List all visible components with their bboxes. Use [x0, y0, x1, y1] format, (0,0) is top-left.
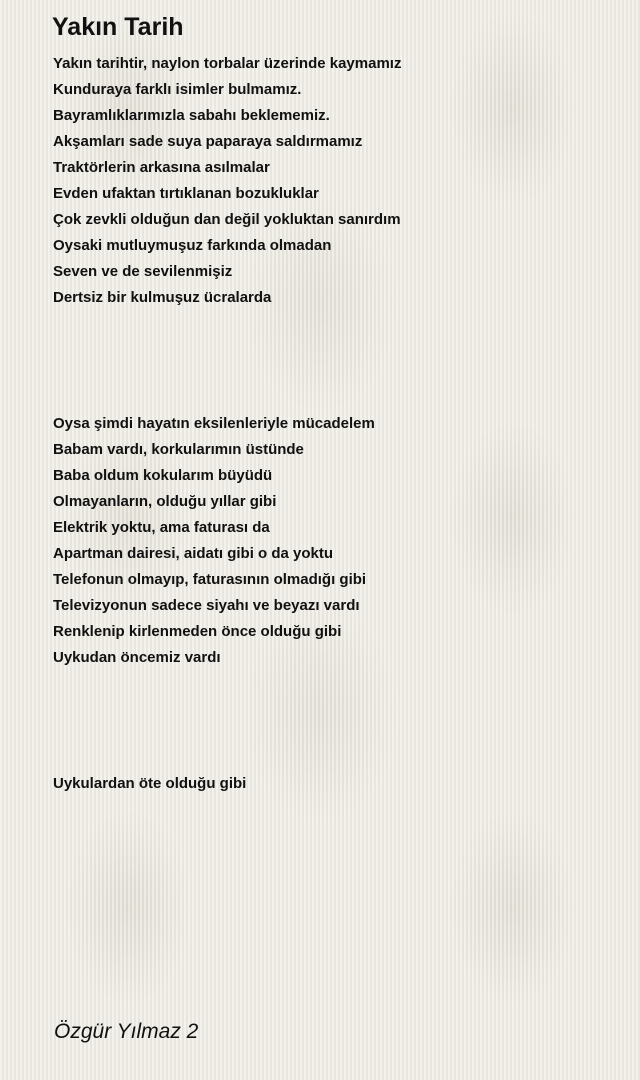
poem-line: Oysaki mutluymuşuz farkında olmadan [53, 237, 332, 254]
poem-line: Dertsiz bir kulmuşuz ücralarda [53, 289, 272, 306]
poem-line: Olmayanların, olduğu yıllar gibi [53, 493, 277, 510]
poem-line: Evden ufaktan tırtıklanan bozukluklar [53, 185, 319, 202]
poem-line: Telefonun olmayıp, faturasının olmadığı gibi [53, 571, 367, 588]
poem-line: Uykudan öncemiz vardı [53, 649, 221, 666]
poem-line: Kunduraya farklı isimler bulmamız. [53, 81, 302, 98]
poem-line: Televizyonun sadece siyahı ve beyazı vardı [53, 597, 360, 614]
stanza-3 [53, 771, 246, 797]
poem-line: Traktörlerin arkasına asılmalar [53, 159, 270, 176]
poem-line: Yakın tarihtir, naylon torbalar üzerinde kaymamız [53, 55, 402, 72]
poem-line: Apartman dairesi, aidatı gibi o da yoktu [53, 545, 334, 562]
poem-line: Oysa şimdi hayatın eksilenleriyle mücadelem [53, 415, 375, 432]
stanza-1 [53, 51, 401, 311]
poem-line: Elektrik yoktu, ama faturası da [53, 519, 270, 536]
poem-line: Çok zevkli olduğun dan değil yokluktan sanırdım [53, 211, 401, 228]
poem-line: Bayramlıklarımızla sabahı beklememiz. [53, 107, 330, 124]
poem-line: Seven ve de sevilenmişiz [53, 263, 233, 280]
poem-line: Akşamları sade suya paparaya saldırmamız [53, 133, 363, 150]
poem-author: Özgür Yılmaz 2 [54, 1020, 199, 1043]
poem-line: Baba oldum kokularım büyüdü [53, 467, 273, 484]
poem-line: Babam vardı, korkularımın üstünde [53, 441, 304, 458]
poem-title: Yakın Tarih [52, 13, 184, 41]
poem-line: Renklenip kirlenmeden önce olduğu gibi [53, 623, 342, 640]
stanza-2 [53, 411, 375, 671]
poem-line: Uykulardan öte olduğu gibi [53, 775, 247, 792]
